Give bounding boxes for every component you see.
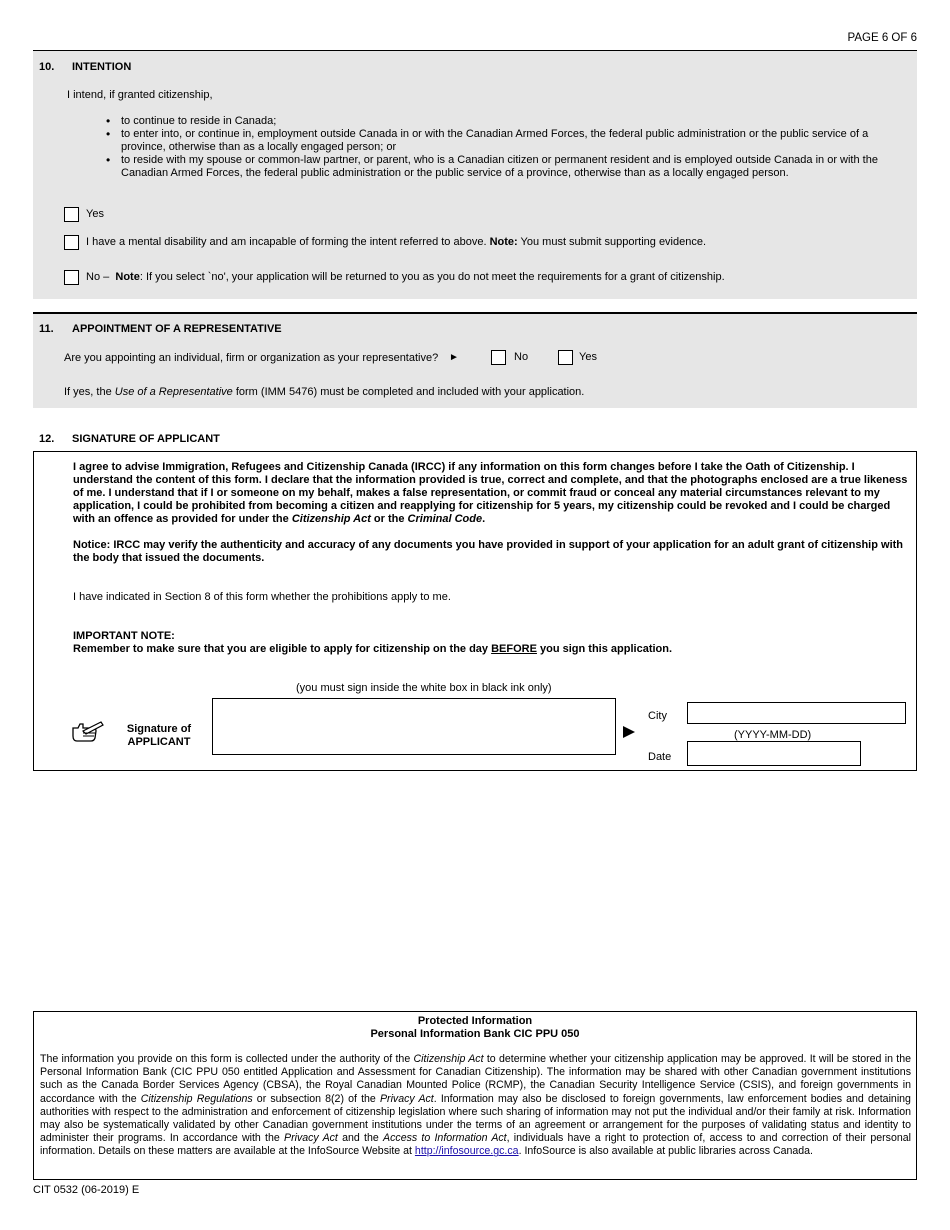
arrow-right-icon xyxy=(622,725,636,742)
prohibitions-text: I have indicated in Section 8 of this form whether the prohibitions apply to me. xyxy=(73,591,451,603)
disability-text: I have a mental disability and am incapable of forming the intent referred to above. xyxy=(86,236,487,248)
privacy-text-6: , individuals have a right to protection of, access to and correction of their personal information. Details on these matters are available at the InfoSource Website at xyxy=(40,1132,912,1158)
note-prefix: If yes, the xyxy=(64,386,112,398)
city-label: City xyxy=(648,710,667,722)
notice-text: Notice: IRCC may verify the authenticity and accuracy of any documents you have provided in support of your application for an adult grant of citizenship with the body that issued the documents. xyxy=(73,539,904,564)
important-note-text xyxy=(73,643,672,655)
infosource-link[interactable]: http://infosource.gc.ca xyxy=(414,1145,519,1158)
privacy-text-3: or subsection 8(2) of the xyxy=(256,1092,376,1105)
intention-no-checkbox[interactable] xyxy=(64,270,79,285)
privacy-italic-4: Privacy Act xyxy=(284,1132,338,1145)
representative-question: Are you appointing an individual, firm or organization as your representative? xyxy=(64,352,439,364)
signature-label xyxy=(114,723,204,749)
disability-note-label: Note: xyxy=(489,236,518,248)
page-number: PAGE 6 OF 6 xyxy=(847,32,917,44)
date-label: Date xyxy=(648,751,672,763)
privacy-subtitle: Personal Information Bank CIC PPU 050 xyxy=(370,1028,580,1040)
no-note-text: : If you select `no', your application will be returned to you as you do not meet the requirements for a grant of citizenship. xyxy=(139,271,725,283)
privacy-title: Protected Information xyxy=(417,1015,533,1027)
no-note-label: Note xyxy=(115,271,140,283)
privacy-italic-2: Citizenship Regulations xyxy=(140,1092,253,1105)
date-format-hint: (YYYY-MM-DD) xyxy=(734,729,812,741)
form-code: CIT 0532 (06-2019) E xyxy=(33,1184,140,1196)
privacy-text-4: . Information may also be disclosed to foreign governments, law enforcement bodies and detaining authorities with respect to the administration and enforcement of citizenship legislation where such sharing of information may not put the individual and/or their family at risk. Information may also be systematically validated by other Canadian government institutions under the terms of an agreement or arrangement for the purposes of validating status and identity to administer their programs. In accordance with the xyxy=(40,1092,911,1145)
intention-disability-label xyxy=(86,236,706,248)
section-number: 11. xyxy=(39,323,54,335)
arrow-icon: ► xyxy=(449,352,459,363)
representative-yes-label: Yes xyxy=(579,351,597,363)
declaration-end: . xyxy=(482,513,486,525)
section-representative xyxy=(33,314,917,408)
intention-intro: I intend, if granted citizenship, xyxy=(67,89,213,101)
signature-label-line2: APPLICANT xyxy=(127,736,191,748)
list-item: • to enter into, or continue in, employment outside Canada in or with the Canadian Armed Forces, the federal public administration or the public service of a province, otherwise than as a locally engaged person; or xyxy=(121,128,911,154)
intention-yes-checkbox[interactable] xyxy=(64,207,79,222)
note-suffix: form (IMM 5476) must be completed and included with your application. xyxy=(235,386,585,398)
section-number: 10. xyxy=(39,61,55,73)
note-form-name: Use of a Representative xyxy=(114,386,233,398)
section-title: INTENTION xyxy=(72,61,132,73)
section-intention xyxy=(33,51,917,299)
intention-no-label xyxy=(86,271,725,283)
privacy-italic-5: Access to Information Act xyxy=(383,1132,507,1145)
representative-no-label: No xyxy=(514,351,529,363)
privacy-text-7: . InfoSource is also available at public libraries across Canada. xyxy=(518,1145,814,1158)
privacy-italic-3: Privacy Act xyxy=(379,1092,434,1105)
privacy-text-2: to determine whether your citizenship application may be approved. It will be stored in the Personal Information Bank (CIC PPU 050 entitled Application and Assessment for Canadian Citizenship). The information may be shared with other Canadian government institutions such as the Canada Border Services Agency (CBSA), the Royal Canadian Mounted Police (RCMP), the Canadian Security Intelligence Service (CSIS), and foreign governments in accordance with the xyxy=(40,1053,911,1105)
representative-no-checkbox[interactable] xyxy=(491,350,506,365)
signature-label-line1: Signature of xyxy=(126,723,192,735)
signature-pen-icon xyxy=(71,718,105,747)
declaration-act1: Citizenship Act xyxy=(291,513,371,525)
privacy-text-1: The information you provide on this form is collected under the authority of the xyxy=(40,1053,411,1065)
declaration-body: I agree to advise Immigration, Refugees and Citizenship Canada (IRCC) if any information on this form changes before I take the Oath of Citizenship. I understand the content of this form. I declare that the information provided is true, correct and complete, and that the photographs enclosed are a true likeness of me. I understand that if I or someone on my behalf, makes a false representation, or commit fraud or conceal any material circumstances relevant to my application, I could be prohibited from becoming a citizen and reapplying for citizenship for 5 years, my citizenship could be revoked and I could be charged with an offence as provided for under the xyxy=(73,461,908,525)
declaration-act2: Criminal Code xyxy=(407,513,483,525)
representative-note xyxy=(64,386,584,398)
no-prefix: No – xyxy=(86,271,110,283)
city-input[interactable] xyxy=(687,702,906,724)
privacy-text-5: and the xyxy=(342,1132,379,1145)
important-post: you sign this application. xyxy=(540,643,673,655)
intention-yes-label: Yes xyxy=(86,208,104,220)
declaration-text xyxy=(73,461,911,526)
representative-yes-checkbox[interactable] xyxy=(558,350,573,365)
signature-section xyxy=(33,451,917,771)
important-pre: Remember to make sure that you are eligible to apply for citizenship on the day xyxy=(73,643,489,655)
sign-instruction: (you must sign inside the white box in black ink only) xyxy=(296,682,552,694)
section-title: SIGNATURE OF APPLICANT xyxy=(72,433,220,445)
disability-note-text: You must submit supporting evidence. xyxy=(520,236,707,248)
section-title: APPOINTMENT OF A REPRESENTATIVE xyxy=(72,323,282,335)
date-input[interactable] xyxy=(687,741,861,766)
important-before: BEFORE xyxy=(491,643,537,655)
list-item: • to reside with my spouse or common-law partner, or parent, who is a Canadian citizen or permanent resident and is employed outside Canada in or with the Canadian Armed Forces, the federal public administration or the public service of a province, otherwise than as a locally engaged person. xyxy=(121,154,911,180)
intention-bullet-list xyxy=(121,115,911,180)
list-item: • to continue to reside in Canada; xyxy=(121,115,911,128)
important-note-title: IMPORTANT NOTE: xyxy=(73,630,175,642)
privacy-italic-1: Citizenship Act xyxy=(413,1053,484,1065)
privacy-notice xyxy=(33,1011,917,1180)
privacy-body xyxy=(40,1053,911,1159)
section-number: 12. xyxy=(39,433,55,445)
intention-disability-checkbox[interactable] xyxy=(64,235,79,250)
declaration-or: or the xyxy=(373,513,405,525)
signature-input[interactable] xyxy=(212,698,616,755)
